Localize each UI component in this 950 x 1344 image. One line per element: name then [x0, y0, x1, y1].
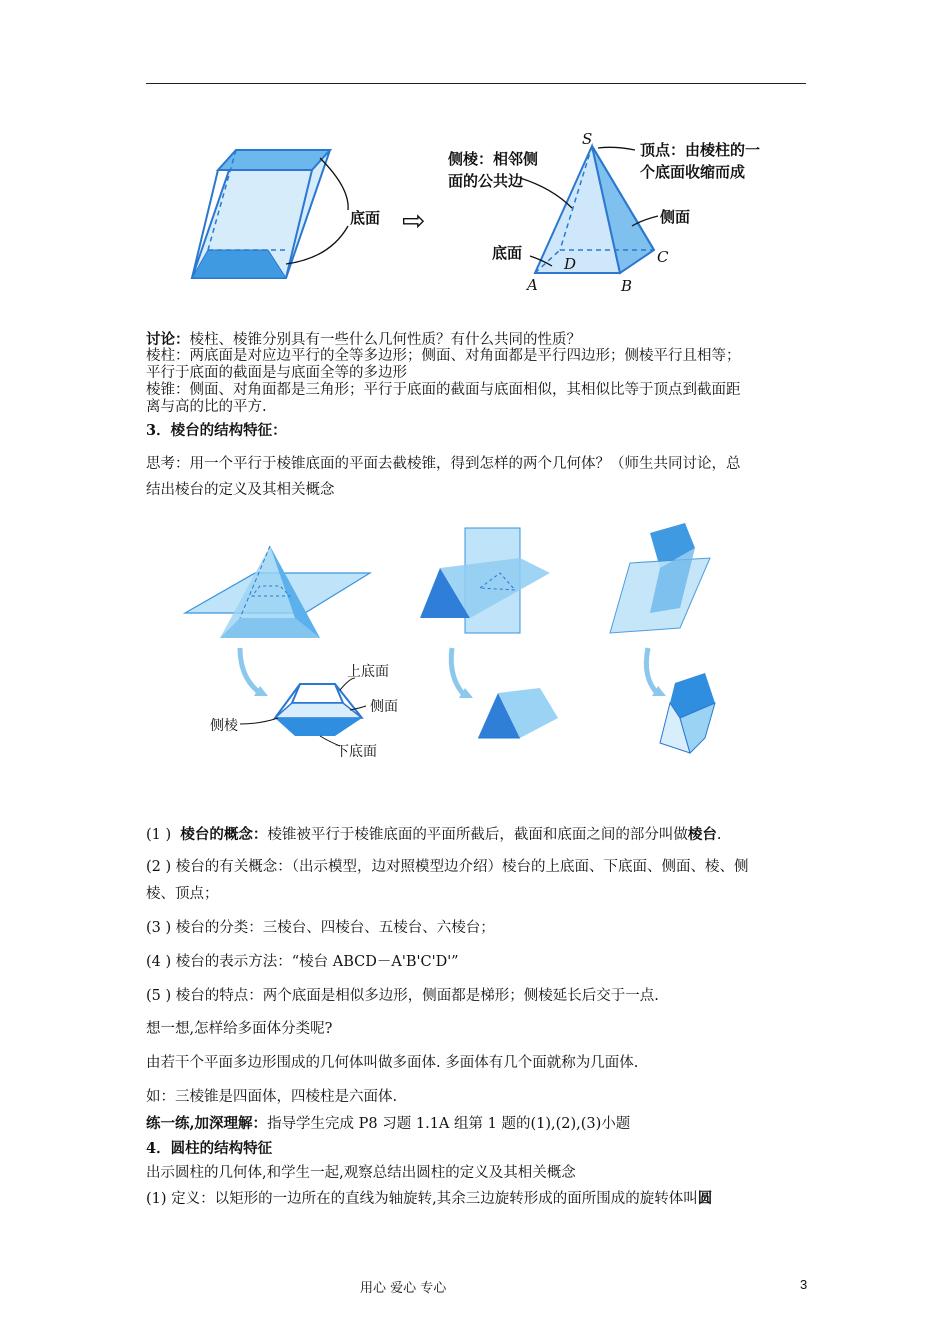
item-2-line-1: (2 ) 棱台的有关概念：（出示模型，边对照模型边介绍）棱台的上底面、下底面、侧面、棱、侧 — [146, 859, 749, 875]
polyhedron-definition: 由若干个平面多边形围成的几何体叫做多面体. 多面体有几个面就称为几面体. — [146, 1055, 639, 1071]
think-line-2: 结出棱台的定义及其相关概念 — [146, 482, 335, 498]
frustum-bottom-base-label: 下底面 — [335, 744, 377, 760]
vertex-label-2: 个底面收缩而成 — [640, 163, 746, 181]
vertex-b-label: B — [621, 277, 633, 295]
discussion-line-2: 棱柱：两底面是对应边平行的全等多边形；侧面、对角面都是平行四边形；侧棱平行且相等； — [146, 348, 741, 364]
section-4-line-1: 出示圆柱的几何体,和学生一起,观察总结出圆柱的定义及其相关概念 — [146, 1165, 576, 1181]
item-2-line-2: 棱、顶点； — [146, 886, 219, 902]
frustum-figure — [180, 518, 780, 768]
vertex-c-label: C — [657, 248, 669, 266]
vertex-s-label: S — [582, 130, 593, 148]
item-5: (5 ) 棱台的特点：两个底面是相似多边形，侧面都是梯形；侧棱延长后交于一点. — [146, 988, 659, 1004]
item-4: (4 ) 棱台的表示方法：“棱台 ABCD－A'B'C'D'” — [146, 954, 459, 970]
prism-diagram — [192, 150, 348, 278]
header-rule — [146, 83, 806, 84]
pyramid-base-label: 底面 — [492, 244, 523, 262]
discussion-line-5: 离与高的比的平方. — [146, 399, 267, 415]
practice-line: 练一练,加深理解：指导学生完成 P8 习题 1.1A 组第 1 题的(1),(2),(3)小题 — [146, 1115, 631, 1132]
polyhedron-think: 想一想,怎样给多面体分类呢? — [146, 1021, 333, 1037]
lateral-edge-label-1: 侧棱：相邻侧 — [448, 150, 539, 168]
frustum-lateral-face-label: 侧面 — [370, 699, 398, 715]
item-1: (1 ) 棱台的概念：棱锥被平行于棱锥底面的平面所截后，截面和底面之间的部分叫做棱台. — [146, 826, 722, 843]
discussion-line-1: 讨论：棱柱、棱锥分别具有一些什么几何性质？有什么共同的性质？ — [146, 331, 581, 348]
arrow-icon: ⇨ — [402, 204, 426, 237]
frustum-lateral-edge-label: 侧棱 — [210, 718, 238, 734]
vertex-a-label: A — [527, 276, 538, 294]
prism-base-label: 底面 — [350, 209, 381, 227]
section-3-heading: 3．棱台的结构特征： — [146, 422, 287, 439]
frustum-diagram-left — [185, 546, 370, 746]
frustum-top-base-label: 上底面 — [347, 664, 389, 680]
vertex-d-label: D — [564, 255, 577, 273]
lateral-edge-label-2: 面的公共边 — [448, 172, 524, 190]
page-number: 3 — [800, 1277, 808, 1292]
prism-pyramid-figure — [180, 128, 800, 328]
discussion-line-3: 平行于底面的截面是与底面全等的多边形 — [146, 365, 407, 381]
discussion-line-4: 棱锥：侧面、对角面都是三角形；平行于底面的截面与底面相似，其相似比等于顶点到截面距 — [146, 382, 741, 398]
footer-text: 用心 爱心 专心 — [360, 1281, 447, 1296]
think-line-1: 思考：用一个平行于棱锥底面的平面去截棱锥，得到怎样的两个几何体？（师生共同讨论，总 — [146, 456, 741, 472]
pyramid-diagram — [520, 146, 658, 273]
lateral-face-label: 侧面 — [660, 208, 691, 226]
prism-cut-diagram-middle — [420, 528, 558, 738]
prism-cut-diagram-right — [610, 523, 715, 753]
section-4-line-2: (1) 定义：以矩形的一边所在的直线为轴旋转,其余三边旋转形成的面所围成的旋转体叫圆 — [146, 1190, 713, 1207]
vertex-label-1: 顶点：由棱柱的一 — [640, 141, 761, 159]
polyhedron-example: 如：三棱锥是四面体，四棱柱是六面体. — [146, 1089, 398, 1105]
item-3: (3 ) 棱台的分类：三棱台、四棱台、五棱台、六棱台； — [146, 920, 495, 936]
section-4-heading: 4．圆柱的结构特征 — [146, 1140, 273, 1157]
